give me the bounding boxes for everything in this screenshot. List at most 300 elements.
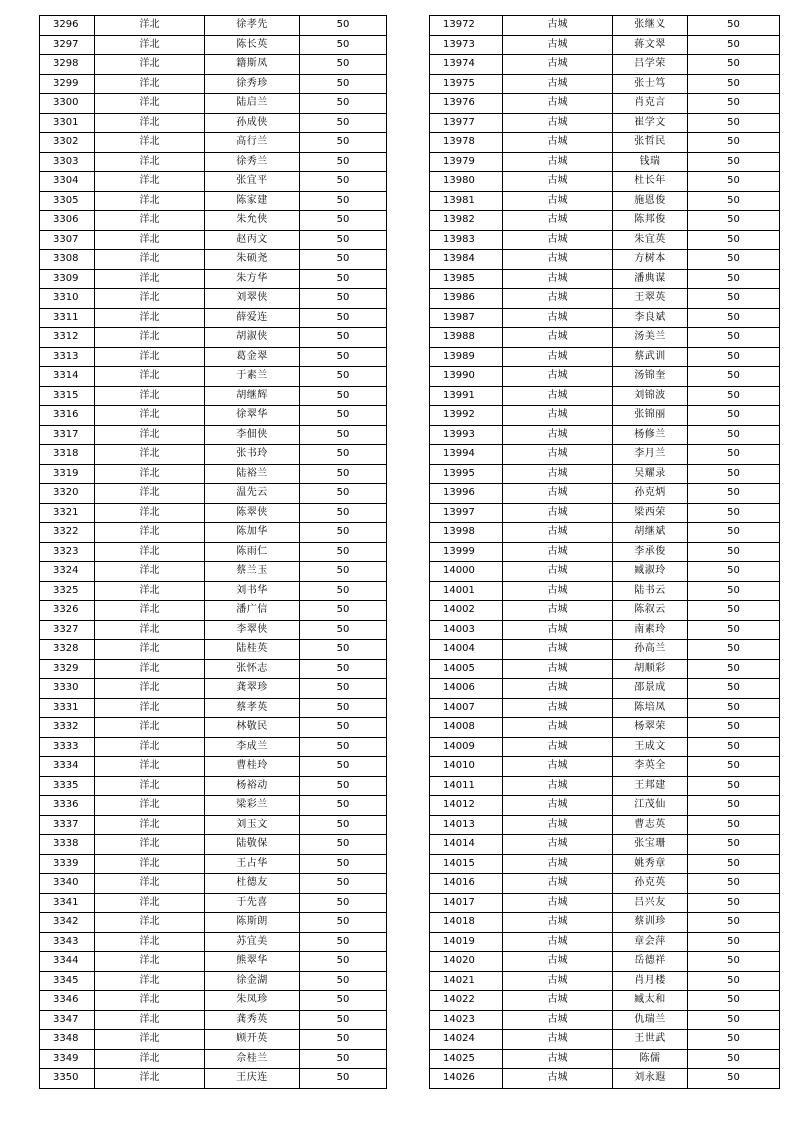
person-name-cell: 朱硕尧	[205, 250, 300, 270]
region-cell: 古城	[503, 250, 613, 270]
person-name-cell: 徐孝先	[205, 16, 300, 36]
person-name-cell: 蔡孝英	[205, 698, 300, 718]
region-cell: 洋北	[95, 718, 205, 738]
region-cell: 古城	[503, 659, 613, 679]
serial-number-cell: 3312	[40, 328, 95, 348]
amount-cell: 50	[300, 133, 387, 153]
amount-cell: 50	[688, 1010, 780, 1030]
serial-number-cell: 14017	[430, 893, 503, 913]
person-name-cell: 徐翠华	[205, 406, 300, 426]
amount-cell: 50	[300, 581, 387, 601]
amount-cell: 50	[688, 1049, 780, 1069]
person-name-cell: 陈儒	[613, 1049, 688, 1069]
amount-cell: 50	[688, 718, 780, 738]
table-row	[430, 698, 780, 718]
table-row	[430, 796, 780, 816]
person-name-cell: 李佃侠	[205, 425, 300, 445]
region-cell: 古城	[503, 1010, 613, 1030]
region-cell: 洋北	[95, 601, 205, 621]
serial-number-cell: 13997	[430, 503, 503, 523]
amount-cell: 50	[300, 601, 387, 621]
serial-number-cell: 14015	[430, 854, 503, 874]
serial-number-cell: 3337	[40, 815, 95, 835]
region-cell: 古城	[503, 347, 613, 367]
amount-cell: 50	[688, 932, 780, 952]
region-cell: 洋北	[95, 172, 205, 192]
table-row	[40, 35, 387, 55]
amount-cell: 50	[300, 815, 387, 835]
table-row	[40, 250, 387, 270]
table-row	[40, 94, 387, 114]
table-row	[40, 55, 387, 75]
serial-number-cell: 13974	[430, 55, 503, 75]
region-cell: 古城	[503, 386, 613, 406]
person-name-cell: 曹桂玲	[205, 757, 300, 777]
amount-cell: 50	[300, 757, 387, 777]
serial-number-cell: 13989	[430, 347, 503, 367]
amount-cell: 50	[300, 289, 387, 309]
amount-cell: 50	[688, 523, 780, 543]
person-name-cell: 孙成侠	[205, 113, 300, 133]
region-cell: 古城	[503, 367, 613, 387]
table-row	[40, 893, 387, 913]
table-row	[40, 152, 387, 172]
amount-cell: 50	[300, 386, 387, 406]
table-row	[430, 484, 780, 504]
person-name-cell: 梁彩兰	[205, 796, 300, 816]
person-name-cell: 蒋文翠	[613, 35, 688, 55]
amount-cell: 50	[688, 94, 780, 114]
table-row	[430, 757, 780, 777]
left-subsidy-table	[39, 15, 387, 1089]
region-cell: 洋北	[95, 386, 205, 406]
serial-number-cell: 3325	[40, 581, 95, 601]
amount-cell: 50	[300, 367, 387, 387]
person-name-cell: 吕兴友	[613, 893, 688, 913]
serial-number-cell: 14019	[430, 932, 503, 952]
table-row	[430, 913, 780, 933]
person-name-cell: 朱凤珍	[205, 991, 300, 1011]
region-cell: 洋北	[95, 620, 205, 640]
serial-number-cell: 13980	[430, 172, 503, 192]
person-name-cell: 李英全	[613, 757, 688, 777]
serial-number-cell: 3320	[40, 484, 95, 504]
amount-cell: 50	[300, 854, 387, 874]
table-row	[40, 1030, 387, 1050]
serial-number-cell: 3329	[40, 659, 95, 679]
amount-cell: 50	[300, 679, 387, 699]
table-row	[40, 172, 387, 192]
region-cell: 洋北	[95, 581, 205, 601]
amount-cell: 50	[688, 815, 780, 835]
region-cell: 洋北	[95, 1069, 205, 1089]
person-name-cell: 施恩俊	[613, 191, 688, 211]
serial-number-cell: 14013	[430, 815, 503, 835]
amount-cell: 50	[300, 250, 387, 270]
table-row	[40, 113, 387, 133]
region-cell: 洋北	[95, 425, 205, 445]
serial-number-cell: 14001	[430, 581, 503, 601]
person-name-cell: 刘永遐	[613, 1069, 688, 1089]
person-name-cell: 籍斯凤	[205, 55, 300, 75]
table-row	[430, 932, 780, 952]
region-cell: 洋北	[95, 308, 205, 328]
region-cell: 古城	[503, 503, 613, 523]
serial-number-cell: 14002	[430, 601, 503, 621]
table-row	[40, 484, 387, 504]
table-row	[430, 562, 780, 582]
table-row	[430, 737, 780, 757]
table-row	[40, 835, 387, 855]
region-cell: 洋北	[95, 464, 205, 484]
region-cell: 古城	[503, 776, 613, 796]
region-cell: 洋北	[95, 640, 205, 660]
person-name-cell: 佘桂兰	[205, 1049, 300, 1069]
serial-number-cell: 3310	[40, 289, 95, 309]
region-cell: 古城	[503, 854, 613, 874]
person-name-cell: 张宝珊	[613, 835, 688, 855]
serial-number-cell: 13975	[430, 74, 503, 94]
region-cell: 洋北	[95, 542, 205, 562]
region-cell: 洋北	[95, 874, 205, 894]
amount-cell: 50	[300, 55, 387, 75]
amount-cell: 50	[300, 1030, 387, 1050]
table-row	[40, 542, 387, 562]
region-cell: 古城	[503, 133, 613, 153]
serial-number-cell: 13982	[430, 211, 503, 231]
table-row	[430, 172, 780, 192]
amount-cell: 50	[300, 1049, 387, 1069]
table-row	[40, 133, 387, 153]
person-name-cell: 胡继辉	[205, 386, 300, 406]
amount-cell: 50	[688, 113, 780, 133]
region-cell: 古城	[503, 289, 613, 309]
amount-cell: 50	[300, 503, 387, 523]
person-name-cell: 肖月楼	[613, 971, 688, 991]
amount-cell: 50	[300, 874, 387, 894]
table-row	[430, 601, 780, 621]
region-cell: 古城	[503, 718, 613, 738]
table-row	[430, 659, 780, 679]
serial-number-cell: 14018	[430, 913, 503, 933]
region-cell: 洋北	[95, 757, 205, 777]
table-row	[40, 289, 387, 309]
person-name-cell: 江茂仙	[613, 796, 688, 816]
amount-cell: 50	[688, 289, 780, 309]
person-name-cell: 龚翠珍	[205, 679, 300, 699]
person-name-cell: 苏宜美	[205, 932, 300, 952]
table-row	[40, 776, 387, 796]
person-name-cell: 梁西荣	[613, 503, 688, 523]
table-row	[430, 1030, 780, 1050]
table-row	[430, 991, 780, 1011]
serial-number-cell: 13999	[430, 542, 503, 562]
region-cell: 古城	[503, 16, 613, 36]
amount-cell: 50	[300, 191, 387, 211]
person-name-cell: 王庆连	[205, 1069, 300, 1089]
region-cell: 古城	[503, 211, 613, 231]
amount-cell: 50	[688, 971, 780, 991]
region-cell: 洋北	[95, 932, 205, 952]
region-cell: 洋北	[95, 289, 205, 309]
serial-number-cell: 3301	[40, 113, 95, 133]
person-name-cell: 蔡训珍	[613, 913, 688, 933]
person-name-cell: 陈邦俊	[613, 211, 688, 231]
region-cell: 洋北	[95, 55, 205, 75]
table-row	[430, 874, 780, 894]
person-name-cell: 高行兰	[205, 133, 300, 153]
amount-cell: 50	[300, 269, 387, 289]
serial-number-cell: 14010	[430, 757, 503, 777]
person-name-cell: 杨翠荣	[613, 718, 688, 738]
person-name-cell: 汤美兰	[613, 328, 688, 348]
table-row	[40, 1049, 387, 1069]
serial-number-cell: 3326	[40, 601, 95, 621]
amount-cell: 50	[688, 757, 780, 777]
region-cell: 洋北	[95, 523, 205, 543]
region-cell: 古城	[503, 757, 613, 777]
region-cell: 古城	[503, 1030, 613, 1050]
serial-number-cell: 3347	[40, 1010, 95, 1030]
person-name-cell: 徐秀珍	[205, 74, 300, 94]
serial-number-cell: 3333	[40, 737, 95, 757]
table-row	[40, 601, 387, 621]
serial-number-cell: 14026	[430, 1069, 503, 1089]
table-row	[430, 718, 780, 738]
amount-cell: 50	[300, 16, 387, 36]
table-row	[430, 269, 780, 289]
amount-cell: 50	[688, 640, 780, 660]
amount-cell: 50	[688, 386, 780, 406]
amount-cell: 50	[688, 230, 780, 250]
table-row	[430, 152, 780, 172]
region-cell: 古城	[503, 893, 613, 913]
table-row	[430, 230, 780, 250]
serial-number-cell: 13994	[430, 445, 503, 465]
person-name-cell: 王占华	[205, 854, 300, 874]
region-cell: 古城	[503, 172, 613, 192]
amount-cell: 50	[300, 620, 387, 640]
table-row	[430, 835, 780, 855]
region-cell: 洋北	[95, 347, 205, 367]
serial-number-cell: 13972	[430, 16, 503, 36]
region-cell: 古城	[503, 1049, 613, 1069]
amount-cell: 50	[688, 1069, 780, 1089]
amount-cell: 50	[300, 523, 387, 543]
left-table-body	[40, 16, 387, 1089]
region-cell: 洋北	[95, 133, 205, 153]
table-row	[430, 74, 780, 94]
region-cell: 洋北	[95, 971, 205, 991]
serial-number-cell: 13979	[430, 152, 503, 172]
region-cell: 洋北	[95, 562, 205, 582]
person-name-cell: 钱瑞	[613, 152, 688, 172]
right-subsidy-table	[429, 15, 780, 1089]
person-name-cell: 陆敬保	[205, 835, 300, 855]
person-name-cell: 张士笃	[613, 74, 688, 94]
serial-number-cell: 13973	[430, 35, 503, 55]
amount-cell: 50	[300, 74, 387, 94]
amount-cell: 50	[300, 308, 387, 328]
table-row	[40, 932, 387, 952]
region-cell: 古城	[503, 991, 613, 1011]
serial-number-cell: 14000	[430, 562, 503, 582]
amount-cell: 50	[300, 542, 387, 562]
person-name-cell: 曹志英	[613, 815, 688, 835]
table-row	[430, 94, 780, 114]
amount-cell: 50	[300, 971, 387, 991]
table-row	[40, 562, 387, 582]
region-cell: 古城	[503, 191, 613, 211]
serial-number-cell: 3334	[40, 757, 95, 777]
table-row	[40, 406, 387, 426]
person-name-cell: 吕学荣	[613, 55, 688, 75]
person-name-cell: 刘玉文	[205, 815, 300, 835]
serial-number-cell: 3305	[40, 191, 95, 211]
person-name-cell: 胡继斌	[613, 523, 688, 543]
table-row	[430, 367, 780, 387]
amount-cell: 50	[688, 308, 780, 328]
serial-number-cell: 14009	[430, 737, 503, 757]
person-name-cell: 邵景成	[613, 679, 688, 699]
serial-number-cell: 14023	[430, 1010, 503, 1030]
amount-cell: 50	[688, 74, 780, 94]
serial-number-cell: 3350	[40, 1069, 95, 1089]
amount-cell: 50	[688, 893, 780, 913]
table-row	[430, 406, 780, 426]
person-name-cell: 张哲民	[613, 133, 688, 153]
table-row	[40, 679, 387, 699]
person-name-cell: 杨修兰	[613, 425, 688, 445]
table-row	[430, 503, 780, 523]
amount-cell: 50	[300, 952, 387, 972]
serial-number-cell: 14007	[430, 698, 503, 718]
region-cell: 古城	[503, 913, 613, 933]
person-name-cell: 肖克言	[613, 94, 688, 114]
table-row	[40, 1010, 387, 1030]
region-cell: 古城	[503, 230, 613, 250]
person-name-cell: 南素玲	[613, 620, 688, 640]
amount-cell: 50	[300, 796, 387, 816]
serial-number-cell: 3308	[40, 250, 95, 270]
right-table-body	[430, 16, 780, 1089]
serial-number-cell: 3296	[40, 16, 95, 36]
table-row	[40, 991, 387, 1011]
amount-cell: 50	[688, 952, 780, 972]
table-row	[40, 211, 387, 231]
region-cell: 古城	[503, 874, 613, 894]
serial-number-cell: 3348	[40, 1030, 95, 1050]
region-cell: 古城	[503, 562, 613, 582]
person-name-cell: 蔡兰玉	[205, 562, 300, 582]
serial-number-cell: 13991	[430, 386, 503, 406]
table-row	[430, 445, 780, 465]
person-name-cell: 葛金翠	[205, 347, 300, 367]
serial-number-cell: 3341	[40, 893, 95, 913]
amount-cell: 50	[300, 445, 387, 465]
person-name-cell: 孙高兰	[613, 640, 688, 660]
person-name-cell: 陈家建	[205, 191, 300, 211]
serial-number-cell: 13995	[430, 464, 503, 484]
person-name-cell: 李良斌	[613, 308, 688, 328]
serial-number-cell: 3344	[40, 952, 95, 972]
amount-cell: 50	[300, 113, 387, 133]
person-name-cell: 方树本	[613, 250, 688, 270]
table-row	[40, 445, 387, 465]
table-row	[40, 191, 387, 211]
table-row	[40, 308, 387, 328]
serial-number-cell: 14022	[430, 991, 503, 1011]
table-row	[430, 542, 780, 562]
table-row	[430, 289, 780, 309]
table-row	[430, 308, 780, 328]
region-cell: 古城	[503, 406, 613, 426]
amount-cell: 50	[300, 698, 387, 718]
amount-cell: 50	[300, 737, 387, 757]
serial-number-cell: 3321	[40, 503, 95, 523]
amount-cell: 50	[300, 659, 387, 679]
serial-number-cell: 3335	[40, 776, 95, 796]
region-cell: 古城	[503, 484, 613, 504]
table-row	[430, 952, 780, 972]
person-name-cell: 张宜平	[205, 172, 300, 192]
amount-cell: 50	[300, 562, 387, 582]
table-row	[40, 952, 387, 972]
region-cell: 洋北	[95, 679, 205, 699]
amount-cell: 50	[300, 776, 387, 796]
region-cell: 古城	[503, 55, 613, 75]
region-cell: 洋北	[95, 698, 205, 718]
serial-number-cell: 3324	[40, 562, 95, 582]
table-row	[40, 347, 387, 367]
region-cell: 古城	[503, 620, 613, 640]
person-name-cell: 熊翠华	[205, 952, 300, 972]
region-cell: 洋北	[95, 367, 205, 387]
person-name-cell: 吴耀录	[613, 464, 688, 484]
table-row	[430, 347, 780, 367]
serial-number-cell: 3311	[40, 308, 95, 328]
amount-cell: 50	[688, 133, 780, 153]
table-row	[430, 893, 780, 913]
region-cell: 洋北	[95, 835, 205, 855]
amount-cell: 50	[688, 1030, 780, 1050]
serial-number-cell: 3316	[40, 406, 95, 426]
serial-number-cell: 13987	[430, 308, 503, 328]
table-row	[40, 74, 387, 94]
serial-number-cell: 13992	[430, 406, 503, 426]
table-row	[430, 133, 780, 153]
table-row	[430, 854, 780, 874]
region-cell: 古城	[503, 601, 613, 621]
serial-number-cell: 3306	[40, 211, 95, 231]
serial-number-cell: 3345	[40, 971, 95, 991]
table-row	[40, 230, 387, 250]
amount-cell: 50	[300, 718, 387, 738]
amount-cell: 50	[688, 250, 780, 270]
amount-cell: 50	[300, 425, 387, 445]
amount-cell: 50	[300, 347, 387, 367]
serial-number-cell: 3336	[40, 796, 95, 816]
amount-cell: 50	[688, 542, 780, 562]
amount-cell: 50	[300, 932, 387, 952]
table-row	[430, 425, 780, 445]
serial-number-cell: 3342	[40, 913, 95, 933]
table-row	[40, 581, 387, 601]
person-name-cell: 孙克炳	[613, 484, 688, 504]
serial-number-cell: 14012	[430, 796, 503, 816]
serial-number-cell: 3323	[40, 542, 95, 562]
person-name-cell: 张怀志	[205, 659, 300, 679]
